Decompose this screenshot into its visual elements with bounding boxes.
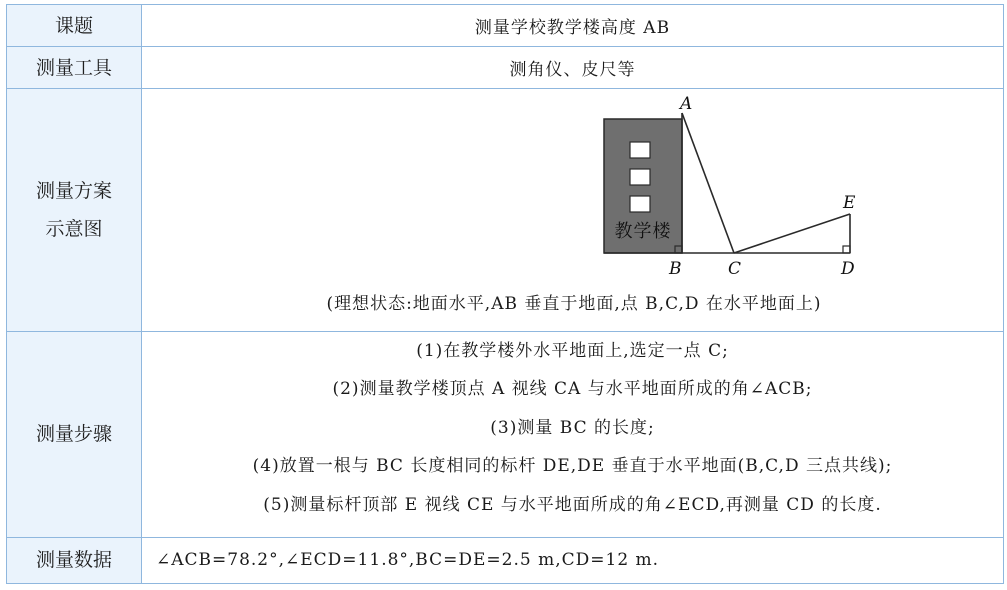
topic-label: 课题	[7, 5, 142, 47]
point-b-label: B	[669, 259, 683, 280]
measurement-plan-table	[6, 4, 1004, 584]
topic-value: 测量学校教学楼高度 AB	[142, 5, 1004, 47]
data-label: 测量数据	[7, 537, 142, 583]
segment-ce	[734, 214, 850, 253]
right-angle-d	[843, 246, 850, 253]
diagram-label-line2: 示意图	[45, 217, 103, 240]
segment-ca	[682, 113, 734, 253]
tools-label: 测量工具	[7, 47, 142, 89]
step-3: (3)测量 BC 的长度;	[490, 417, 655, 438]
building-label: 教学楼	[614, 221, 672, 243]
point-e-label: E	[843, 193, 857, 214]
steps-label: 测量步骤	[7, 331, 142, 537]
scheme-diagram	[142, 89, 1006, 331]
diagram-label-line1: 测量方案	[35, 179, 112, 202]
diagram-cell	[142, 89, 1004, 331]
window-2	[630, 169, 650, 185]
step-5: (5)测量标杆顶部 E 视线 CE 与水平地面所成的角∠ECD,再测量 CD 的长度.	[263, 494, 882, 515]
window-3	[630, 196, 650, 212]
data-value: ∠ACB=78.2°,∠ECD=11.8°,BC=DE=2.5 m,CD=12 m.	[142, 537, 1004, 583]
point-d-label: D	[841, 259, 856, 280]
step-4: (4)放置一根与 BC 长度相同的标杆 DE,DE 垂直于水平地面(B,C,D 三点共线);	[252, 456, 893, 477]
row-tools	[7, 47, 1004, 89]
row-data	[7, 537, 1004, 583]
window-1	[630, 142, 650, 158]
row-topic	[7, 5, 1004, 47]
diagram-label	[7, 89, 142, 331]
step-2: (2)测量教学楼顶点 A 视线 CA 与水平地面所成的角∠ACB;	[332, 379, 813, 400]
point-c-label: C	[728, 259, 743, 280]
step-1: (1)在教学楼外水平地面上,选定一点 C;	[416, 340, 729, 361]
row-diagram	[7, 89, 1004, 331]
point-a-label: A	[680, 94, 694, 115]
steps-list	[142, 331, 1004, 537]
ideal-state-note: (理想状态:地面水平,AB 垂直于地面,点 B,C,D 在水平地面上)	[326, 294, 822, 315]
row-steps	[7, 331, 1004, 537]
tools-value: 测角仪、皮尺等	[142, 47, 1004, 89]
